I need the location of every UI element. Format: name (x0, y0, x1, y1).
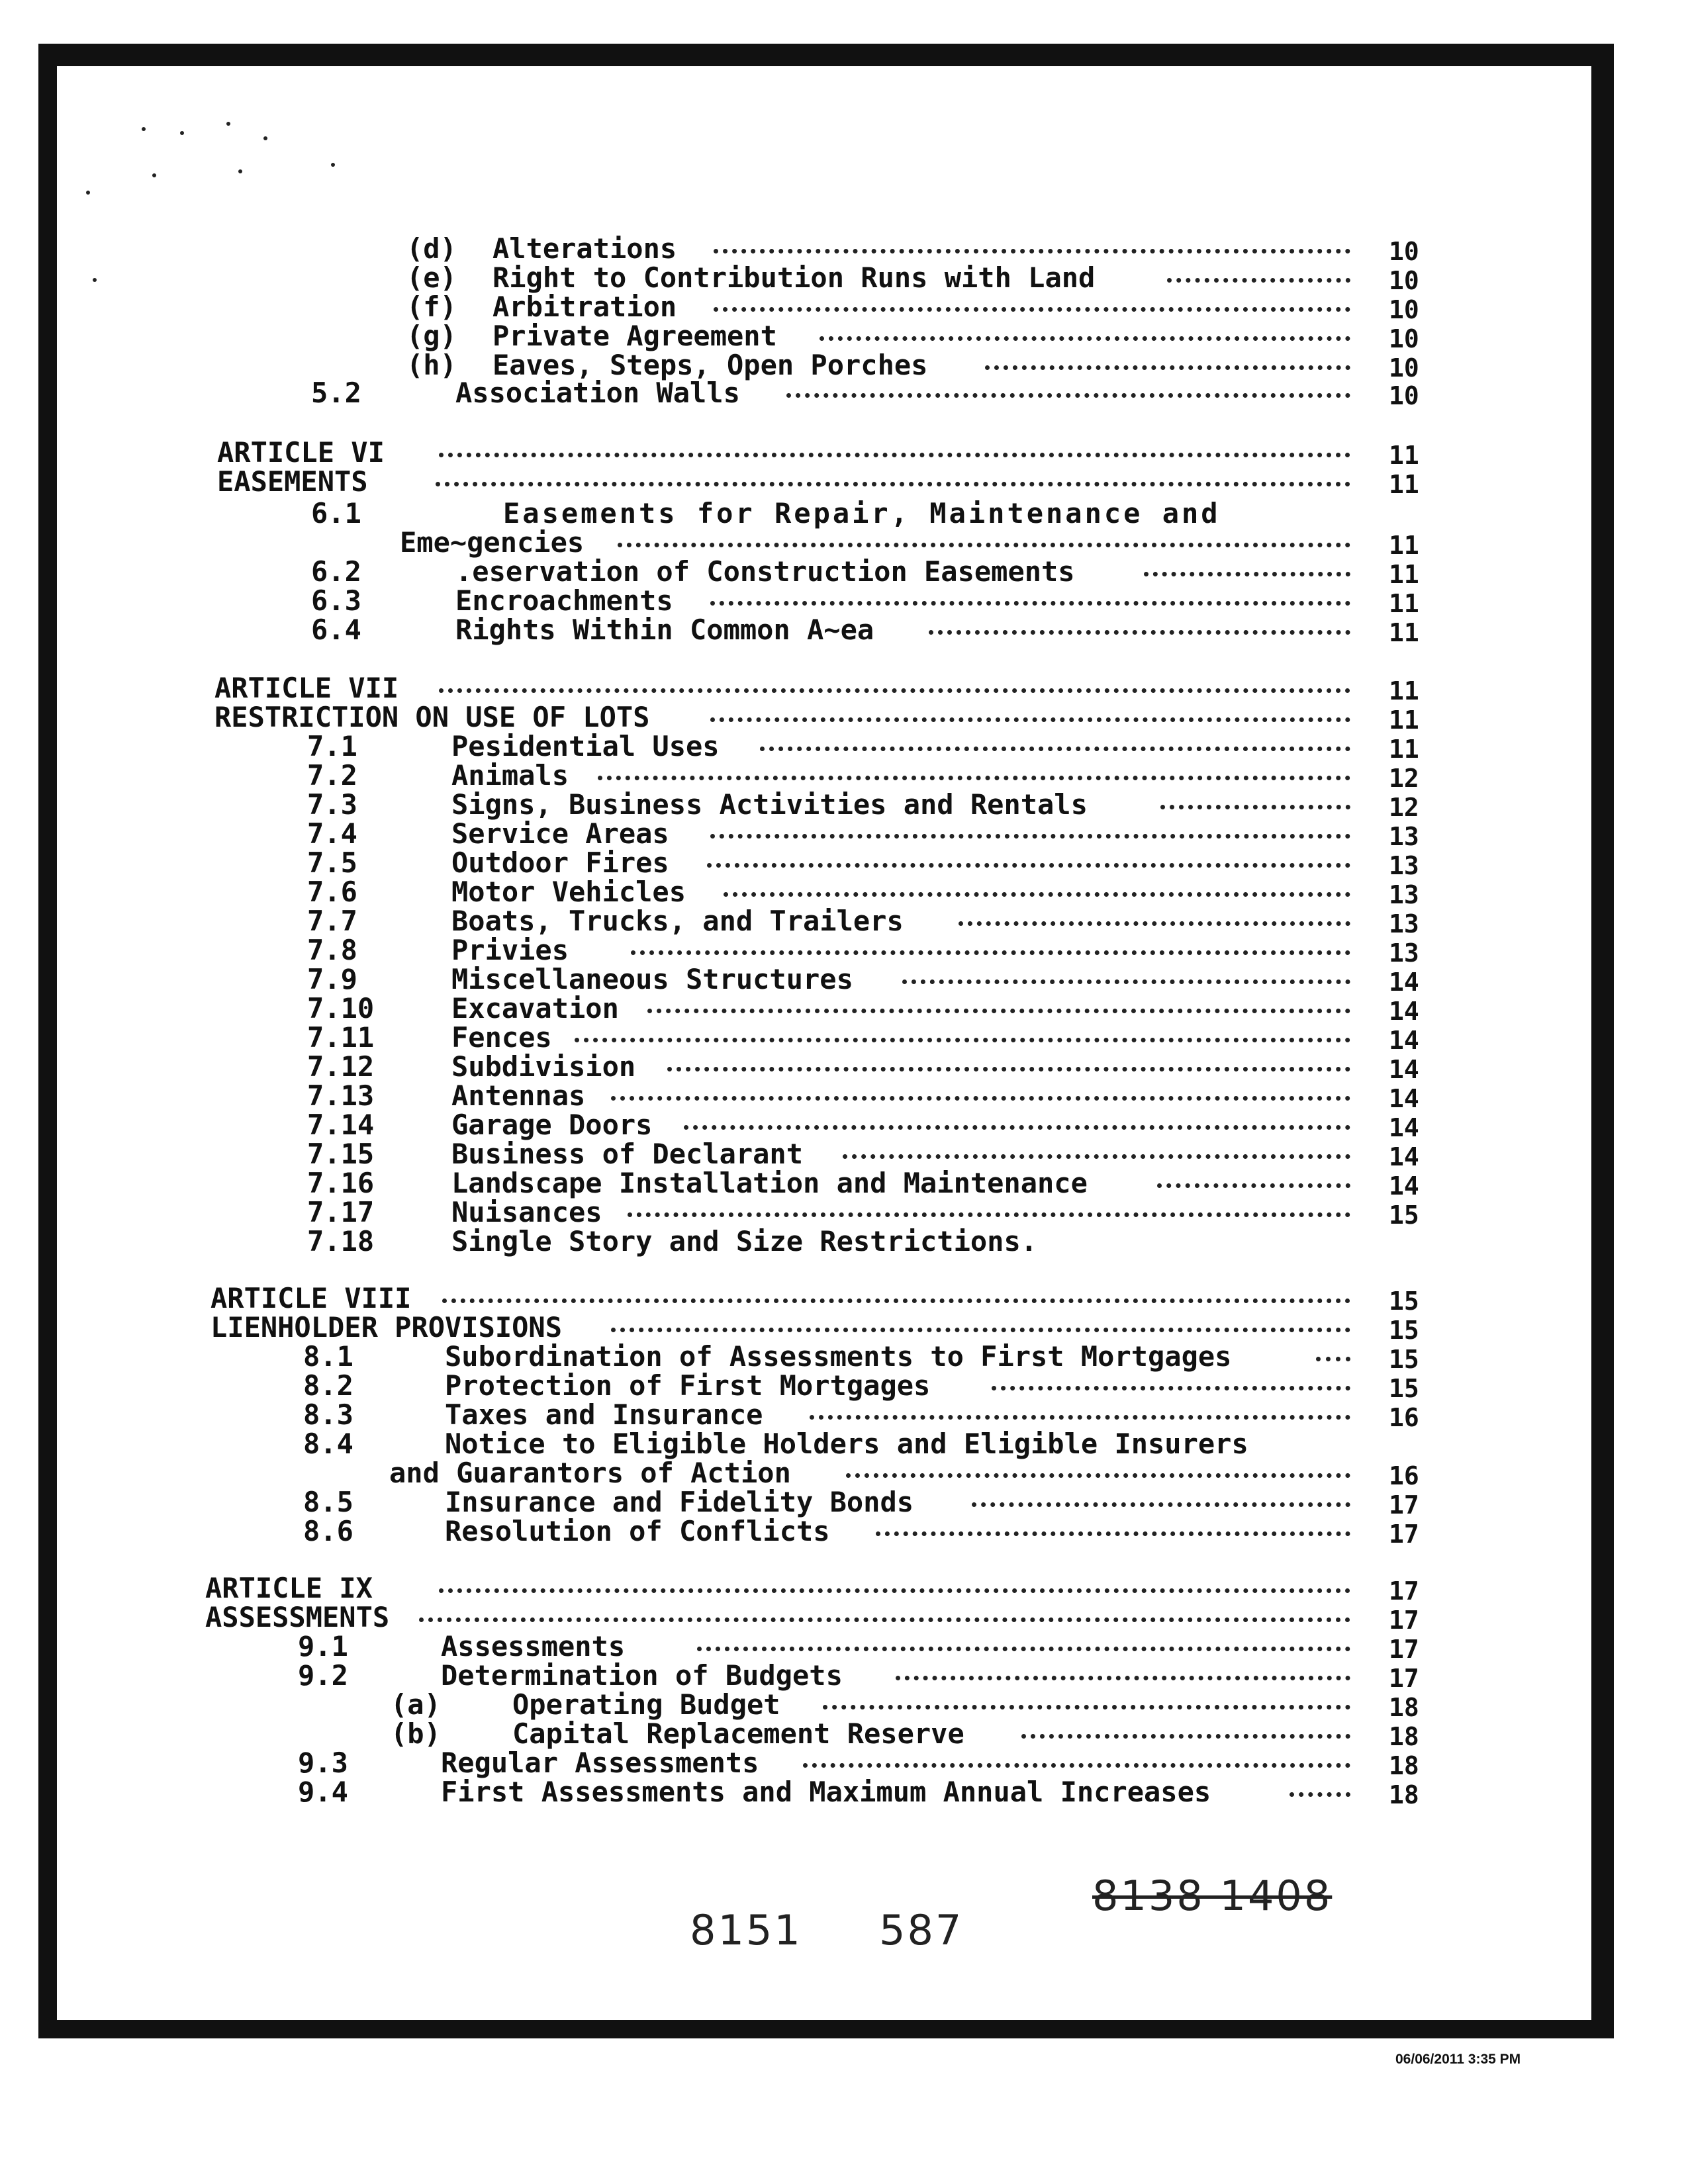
toc-section-number: 8.5 (303, 1486, 353, 1518)
toc-page-number: 10 (1389, 237, 1419, 266)
toc-leader-dots (985, 365, 1350, 370)
toc-row (0, 847, 1688, 879)
toc-leader-dots (714, 307, 1350, 312)
scan-speck (331, 163, 335, 167)
toc-leader-dots (820, 336, 1350, 341)
toc-page-number: 18 (1389, 1722, 1419, 1751)
toc-section-number: 8.2 (303, 1369, 353, 1402)
toc-page-number: 13 (1389, 909, 1419, 938)
toc-section-number: 9.4 (298, 1776, 348, 1808)
toc-section-number: 6.4 (311, 614, 361, 646)
toc-entry-title: Privies (451, 934, 569, 966)
toc-row (0, 320, 1688, 352)
toc-leader-dots (707, 863, 1350, 868)
toc-section-number: 7.13 (307, 1079, 375, 1112)
toc-row (0, 672, 1688, 704)
toc-row (0, 1631, 1688, 1662)
toc-section-number: 7.4 (307, 817, 357, 850)
toc-entry-title: Landscape Installation and Maintenance (451, 1167, 1088, 1199)
toc-row (0, 1747, 1688, 1779)
toc-leader-dots (786, 393, 1350, 398)
toc-page-number: 13 (1389, 851, 1419, 880)
toc-row (0, 760, 1688, 792)
toc-leader-dots (1021, 1734, 1350, 1739)
toc-row (0, 527, 1688, 559)
toc-page-number: 16 (1389, 1403, 1419, 1432)
toc-leader-dots (1160, 805, 1350, 809)
toc-entry-title: Alterations (492, 232, 677, 265)
toc-leader-dots (1144, 572, 1350, 576)
toc-row (0, 233, 1688, 265)
toc-leader-dots (631, 950, 1350, 955)
toc-section-number: 8.1 (303, 1340, 353, 1373)
toc-leader-dots (972, 1502, 1350, 1507)
toc-row (0, 1051, 1688, 1083)
toc-row (0, 377, 1688, 409)
toc-row (0, 964, 1688, 995)
toc-section-number: (g) (406, 320, 457, 352)
toc-leader-dots (724, 892, 1350, 897)
toc-row (0, 614, 1688, 646)
toc-row (0, 934, 1688, 966)
toc-leader-dots (618, 543, 1350, 547)
toc-row (0, 466, 1688, 498)
toc-entry-title: Business of Declarant (451, 1138, 804, 1170)
toc-row (0, 905, 1688, 937)
toc-section-number: 7.8 (307, 934, 357, 966)
toc-leader-dots (1316, 1357, 1350, 1361)
toc-page-number: 11 (1389, 441, 1419, 470)
toc-entry-title: EASEMENTS (217, 465, 368, 498)
toc-section-number: 7.5 (307, 846, 357, 879)
toc-entry-title: Fences (451, 1021, 552, 1054)
toc-section-number: 7.11 (307, 1021, 375, 1054)
print-timestamp: 06/06/2011 3:35 PM (1395, 2052, 1521, 2067)
toc-section-number: 7.7 (307, 905, 357, 937)
toc-page-number: 17 (1389, 1635, 1419, 1664)
toc-page-number: 13 (1389, 880, 1419, 909)
toc-entry-title: Encroachments (455, 584, 673, 617)
toc-leader-dots (628, 1212, 1350, 1217)
toc-leader-dots (667, 1067, 1350, 1071)
toc-section-number: 6.2 (311, 555, 361, 588)
toc-section-number: 6.1 (311, 497, 361, 529)
toc-page-number: 10 (1389, 381, 1419, 410)
toc-row (0, 1602, 1688, 1633)
toc-page-number: 11 (1389, 589, 1419, 618)
toc-page-number: 10 (1389, 295, 1419, 324)
toc-page-number: 15 (1389, 1374, 1419, 1403)
toc-row (0, 585, 1688, 617)
toc-entry-title: Nuisances (451, 1196, 602, 1228)
toc-entry-title: Right to Contribution Runs with Land (492, 261, 1096, 294)
toc-section-number: (h) (406, 349, 457, 381)
toc-entry-title: Miscellaneous Structures (451, 963, 853, 995)
toc-section-number: (d) (406, 232, 457, 265)
toc-leader-dots (714, 249, 1350, 253)
toc-row (0, 818, 1688, 850)
toc-entry-title: Assessments (441, 1630, 626, 1662)
toc-leader-dots (710, 717, 1350, 722)
toc-leader-dots (439, 453, 1350, 457)
toc-row (0, 1138, 1688, 1170)
toc-entry-title: Rights Within Common A~ea (455, 614, 874, 646)
toc-section-number: 8.3 (303, 1398, 353, 1431)
toc-row (0, 437, 1688, 469)
toc-section-number: 9.1 (298, 1630, 348, 1662)
toc-section-number: 7.1 (307, 730, 357, 762)
toc-row (0, 731, 1688, 762)
toc-section-number: 9.3 (298, 1747, 348, 1779)
toc-leader-dots (710, 834, 1350, 839)
toc-leader-dots (611, 1096, 1350, 1101)
toc-page-number: 17 (1389, 1520, 1419, 1549)
toc-entry-title: RESTRICTION ON USE OF LOTS (214, 701, 650, 733)
toc-row (0, 1776, 1688, 1808)
scan-speck (263, 136, 267, 140)
scan-speck (238, 169, 242, 173)
toc-entry-title: ARTICLE VII (214, 672, 399, 704)
scan-speck (180, 131, 184, 135)
struck-reference-stamp: 8138 1408 (1092, 1872, 1333, 1920)
toc-row (0, 262, 1688, 294)
toc-entry-title: Association Walls (455, 377, 740, 409)
toc-entry-title: Protection of First Mortgages (445, 1369, 931, 1402)
toc-leader-dots (710, 601, 1350, 606)
toc-row (0, 349, 1688, 381)
toc-leader-dots (902, 979, 1350, 984)
toc-row (0, 1660, 1688, 1692)
toc-section-number: (a) (391, 1688, 441, 1721)
toc-page-number: 11 (1389, 676, 1419, 705)
toc-page-number: 18 (1389, 1693, 1419, 1722)
page-number-stamp: 587 (879, 1906, 964, 1954)
toc-row (0, 1370, 1688, 1402)
toc-entry-title: Subdivision (451, 1050, 636, 1083)
scan-speck (86, 191, 90, 195)
toc-page-number: 15 (1389, 1316, 1419, 1345)
toc-row (0, 702, 1688, 733)
toc-page-number: 17 (1389, 1606, 1419, 1635)
toc-page-number: 12 (1389, 793, 1419, 822)
toc-row (0, 1080, 1688, 1112)
toc-row (0, 1457, 1688, 1489)
toc-entry-title: Capital Replacement Reserve (512, 1717, 964, 1750)
toc-row (0, 556, 1688, 588)
toc-entry-title: Notice to Eligible Holders and Eligible Insurers (445, 1428, 1248, 1460)
toc-row (0, 993, 1688, 1024)
toc-section-number: 7.16 (307, 1167, 375, 1199)
toc-page-number: 11 (1389, 735, 1419, 764)
toc-leader-dots (436, 482, 1350, 486)
toc-leader-dots (442, 1298, 1350, 1303)
toc-page-number: 11 (1389, 618, 1419, 647)
toc-leader-dots (439, 1588, 1350, 1593)
toc-leader-dots (823, 1705, 1350, 1709)
toc-leader-dots (697, 1647, 1350, 1651)
toc-page-number: 15 (1389, 1345, 1419, 1374)
toc-entry-title: Service Areas (451, 817, 669, 850)
toc-section-number: 7.12 (307, 1050, 375, 1083)
toc-entry-title: Arbitration (492, 291, 677, 323)
toc-page-number: 14 (1389, 1113, 1419, 1142)
toc-section-number: 7.15 (307, 1138, 375, 1170)
toc-section-number: (e) (406, 261, 457, 294)
toc-entry-title: Signs, Business Activities and Rentals (451, 788, 1088, 821)
toc-entry-title: LIENHOLDER PROVISIONS (211, 1311, 563, 1343)
toc-leader-dots (419, 1617, 1350, 1622)
toc-row (0, 789, 1688, 821)
scan-speck (142, 127, 146, 131)
toc-entry-title: ARTICLE VI (217, 436, 385, 469)
toc-row (0, 1312, 1688, 1343)
toc-entry-title: Antennas (451, 1079, 586, 1112)
toc-leader-dots (1289, 1792, 1350, 1797)
toc-leader-dots (803, 1763, 1350, 1768)
toc-section-number: 5.2 (311, 377, 361, 409)
toc-page-number: 18 (1389, 1780, 1419, 1809)
toc-leader-dots (611, 1328, 1350, 1332)
toc-section-number: 7.14 (307, 1109, 375, 1141)
toc-section-number: 7.3 (307, 788, 357, 821)
toc-section-number: 7.10 (307, 992, 375, 1024)
toc-section-number: (b) (391, 1717, 441, 1750)
toc-page-number: 17 (1389, 1490, 1419, 1520)
toc-section-number: 7.2 (307, 759, 357, 792)
toc-page-number: 15 (1389, 1201, 1419, 1230)
toc-entry-title: Eaves, Steps, Open Porches (492, 349, 928, 381)
toc-page-number: 10 (1389, 324, 1419, 353)
toc-entry-title: Animals (451, 759, 569, 792)
toc-page-number: 17 (1389, 1664, 1419, 1693)
toc-entry-title: Taxes and Insurance (445, 1398, 763, 1431)
toc-section-number: 7.17 (307, 1196, 375, 1228)
toc-leader-dots (929, 630, 1350, 635)
toc-leader-dots (575, 1038, 1350, 1042)
toc-page-number: 14 (1389, 968, 1419, 997)
scan-speck (226, 122, 230, 126)
toc-page-number: 11 (1389, 531, 1419, 560)
toc-leader-dots (846, 1473, 1350, 1478)
toc-leader-dots (760, 747, 1350, 751)
toc-entry-title: Boats, Trucks, and Trailers (451, 905, 904, 937)
toc-row (0, 1486, 1688, 1518)
toc-entry-title: Motor Vehicles (451, 876, 686, 908)
toc-entry-title: ARTICLE IX (205, 1572, 373, 1604)
toc-page-number: 18 (1389, 1751, 1419, 1780)
toc-section-number: (f) (406, 291, 457, 323)
toc-entry-title: Pesidential Uses (451, 730, 720, 762)
toc-page-number: 14 (1389, 1142, 1419, 1171)
toc-entry-title: Determination of Budgets (441, 1659, 843, 1692)
toc-page-number: 13 (1389, 938, 1419, 968)
toc-section-number: 7.9 (307, 963, 357, 995)
toc-section-number: 6.3 (311, 584, 361, 617)
toc-page-number: 16 (1389, 1461, 1419, 1490)
toc-entry-title: Private Agreement (492, 320, 777, 352)
toc-row (0, 876, 1688, 908)
toc-entry-title: ARTICLE VIII (211, 1282, 412, 1314)
toc-leader-dots (647, 1009, 1350, 1013)
toc-section-number: 8.6 (303, 1515, 353, 1547)
toc-page-number: 11 (1389, 470, 1419, 499)
toc-page-number: 14 (1389, 1084, 1419, 1113)
toc-leader-dots (843, 1154, 1350, 1159)
toc-row (0, 1718, 1688, 1750)
toc-leader-dots (1157, 1183, 1350, 1188)
toc-leader-dots (684, 1125, 1350, 1130)
toc-entry-title: First Assessments and Maximum Annual Increases (441, 1776, 1211, 1808)
toc-row (0, 1167, 1688, 1199)
toc-page-number: 14 (1389, 1026, 1419, 1055)
toc-page-number: 14 (1389, 1055, 1419, 1084)
toc-entry-title: Outdoor Fires (451, 846, 669, 879)
scan-speck (152, 173, 156, 177)
toc-page-number: 11 (1389, 705, 1419, 735)
toc-page-number: 10 (1389, 266, 1419, 295)
toc-leader-dots (439, 688, 1350, 693)
toc-page-number: 10 (1389, 353, 1419, 383)
toc-page-number: 13 (1389, 822, 1419, 851)
toc-page-number: 11 (1389, 560, 1419, 589)
toc-section-number: 7.6 (307, 876, 357, 908)
toc-page-number: 17 (1389, 1576, 1419, 1606)
toc-row (0, 1689, 1688, 1721)
scan-speck (93, 278, 97, 282)
toc-entry-title: Garage Doors (451, 1109, 653, 1141)
toc-row (0, 1226, 1688, 1257)
toc-row (0, 1341, 1688, 1373)
toc-entry-title: Easements for Repair, Maintenance and (503, 497, 1221, 529)
toc-row (0, 1428, 1688, 1460)
toc-entry-title: Regular Assessments (441, 1747, 759, 1779)
toc-row (0, 291, 1688, 323)
toc-entry-title: ASSESSMENTS (205, 1601, 390, 1633)
toc-page-number: 14 (1389, 1171, 1419, 1201)
toc-section-number: 7.18 (307, 1225, 375, 1257)
toc-leader-dots (959, 921, 1350, 926)
toc-entry-title: Resolution of Conflicts (445, 1515, 830, 1547)
book-number-stamp: 8151 (690, 1906, 802, 1954)
toc-leader-dots (896, 1676, 1350, 1680)
toc-leader-dots (598, 776, 1350, 780)
toc-row (0, 1022, 1688, 1054)
toc-entry-title: Subordination of Assessments to First Mortgages (445, 1340, 1232, 1373)
toc-row (0, 1109, 1688, 1141)
toc-row (0, 1399, 1688, 1431)
toc-entry-title: Single Story and Size Restrictions. (451, 1225, 1038, 1257)
toc-entry-title: and Guarantors of Action (389, 1457, 791, 1489)
toc-leader-dots (876, 1531, 1350, 1536)
toc-row (0, 1516, 1688, 1547)
toc-leader-dots (810, 1415, 1350, 1420)
toc-row (0, 1572, 1688, 1604)
toc-leader-dots (1167, 278, 1350, 283)
toc-row (0, 498, 1688, 529)
toc-page-number: 15 (1389, 1287, 1419, 1316)
toc-leader-dots (992, 1386, 1350, 1390)
toc-row (0, 1197, 1688, 1228)
toc-entry-title: .eservation of Construction Easements (455, 555, 1075, 588)
toc-entry-title: Insurance and Fidelity Bonds (445, 1486, 914, 1518)
toc-page-number: 12 (1389, 764, 1419, 793)
toc-entry-title: Eme~gencies (400, 526, 585, 559)
toc-section-number: 9.2 (298, 1659, 348, 1692)
toc-page-number: 14 (1389, 997, 1419, 1026)
toc-entry-title: Operating Budget (512, 1688, 780, 1721)
toc-row (0, 1283, 1688, 1314)
toc-section-number: 8.4 (303, 1428, 353, 1460)
toc-entry-title: Excavation (451, 992, 619, 1024)
